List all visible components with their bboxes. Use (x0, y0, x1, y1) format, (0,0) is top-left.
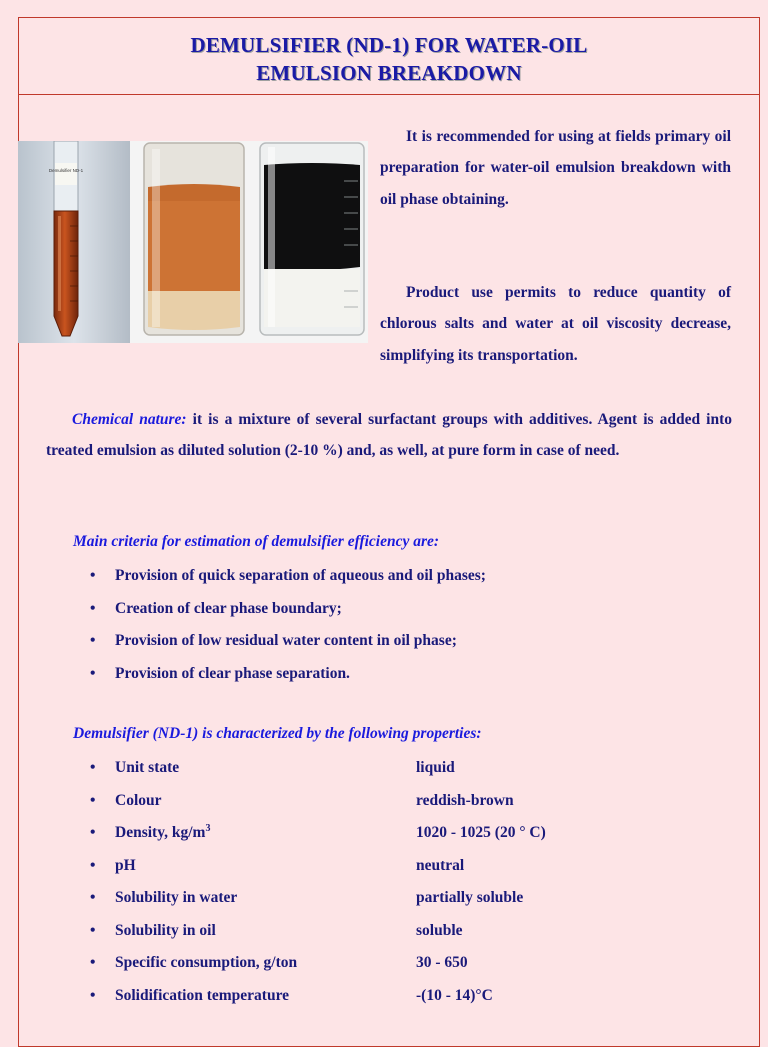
chemical-nature-text: it is a mixture of several surfactant groups with additives. Agent is added into treated emulsion as diluted solution (2-10 %) and, as well, at pure form in case of need. (46, 411, 732, 460)
bullet-icon: • (90, 889, 96, 906)
property-row (86, 986, 635, 1019)
list-item (86, 664, 486, 697)
property-row (86, 856, 635, 889)
title-line-2: EMULSION BREAKDOWN (256, 61, 522, 85)
bullet-icon: • (90, 759, 96, 776)
chemical-nature-label: Chemical nature: (72, 411, 187, 428)
bullet-icon: • (90, 921, 96, 939)
density-unit-superscript: 3 (205, 822, 211, 834)
title-box (18, 17, 760, 95)
property-value: partially soluble (416, 889, 524, 906)
property-name: Solidification temperature (115, 986, 290, 1004)
title-line-1: DEMULSIFIER (ND-1) FOR WATER-OIL (190, 33, 588, 57)
property-value: neutral (416, 856, 465, 874)
property-value: -(10 - 14)°C (416, 986, 493, 1004)
properties-list (86, 758, 635, 1018)
property-value: 30 - 650 (416, 954, 468, 971)
property-value: liquid (416, 759, 455, 776)
list-item (86, 631, 486, 664)
property-row (86, 823, 635, 856)
criteria-item-text: Provision of quick separation of aqueous and oil phases; (115, 567, 486, 584)
intro-paragraph-2-text: Product use permits to reduce quantity of chlorous salts and water at oil viscosity decrease, simplifying its transportation. (380, 284, 731, 364)
property-name: Colour (115, 791, 162, 809)
property-row (86, 791, 635, 824)
property-name: Specific consumption, g/ton (115, 954, 298, 971)
intro-paragraph-2 (380, 277, 731, 371)
bullet-icon: • (90, 599, 96, 617)
property-row (86, 888, 635, 921)
beakers-photo (130, 141, 368, 343)
list-item (86, 566, 486, 599)
property-value: reddish-brown (416, 791, 514, 809)
criteria-item-text: Provision of low residual water content in oil phase; (115, 632, 457, 649)
property-name: Solubility in water (115, 889, 238, 906)
chemical-nature-paragraph (46, 404, 732, 467)
property-value: soluble (416, 921, 463, 939)
criteria-item-text: Provision of clear phase separation. (115, 664, 350, 682)
properties-heading: Demulsifier (ND-1) is characterized by the following properties: (73, 725, 482, 742)
bullet-icon: • (90, 856, 96, 874)
property-name: Solubility in oil (115, 921, 216, 939)
criteria-list (86, 566, 486, 696)
criteria-heading: Main criteria for estimation of demulsifier efficiency are: (73, 533, 440, 550)
property-row (86, 921, 635, 954)
tube-label: Demulsifier ND-1 (48, 168, 84, 173)
property-row (86, 758, 635, 791)
intro-paragraph-1 (380, 121, 731, 215)
property-name: pH (115, 856, 136, 874)
bullet-icon: • (90, 986, 96, 1004)
bullet-icon: • (90, 664, 96, 682)
property-row (86, 953, 635, 986)
test-tube-photo (18, 141, 130, 343)
bullet-icon: • (90, 791, 96, 809)
bullet-icon: • (90, 567, 96, 584)
bullet-icon: • (90, 824, 96, 841)
property-name: Unit state (115, 759, 180, 776)
property-value: 1020 - 1025 (20 ° C) (416, 824, 546, 841)
intro-paragraph-1-text: It is recommended for using at fields primary oil preparation for water-oil emulsion breakdown with oil phase obtaining. (380, 128, 731, 208)
bullet-icon: • (90, 954, 96, 971)
list-item (86, 599, 486, 632)
bullet-icon: • (90, 632, 96, 649)
criteria-item-text: Creation of clear phase boundary; (115, 599, 342, 617)
property-name: Density, kg/m (115, 824, 206, 841)
